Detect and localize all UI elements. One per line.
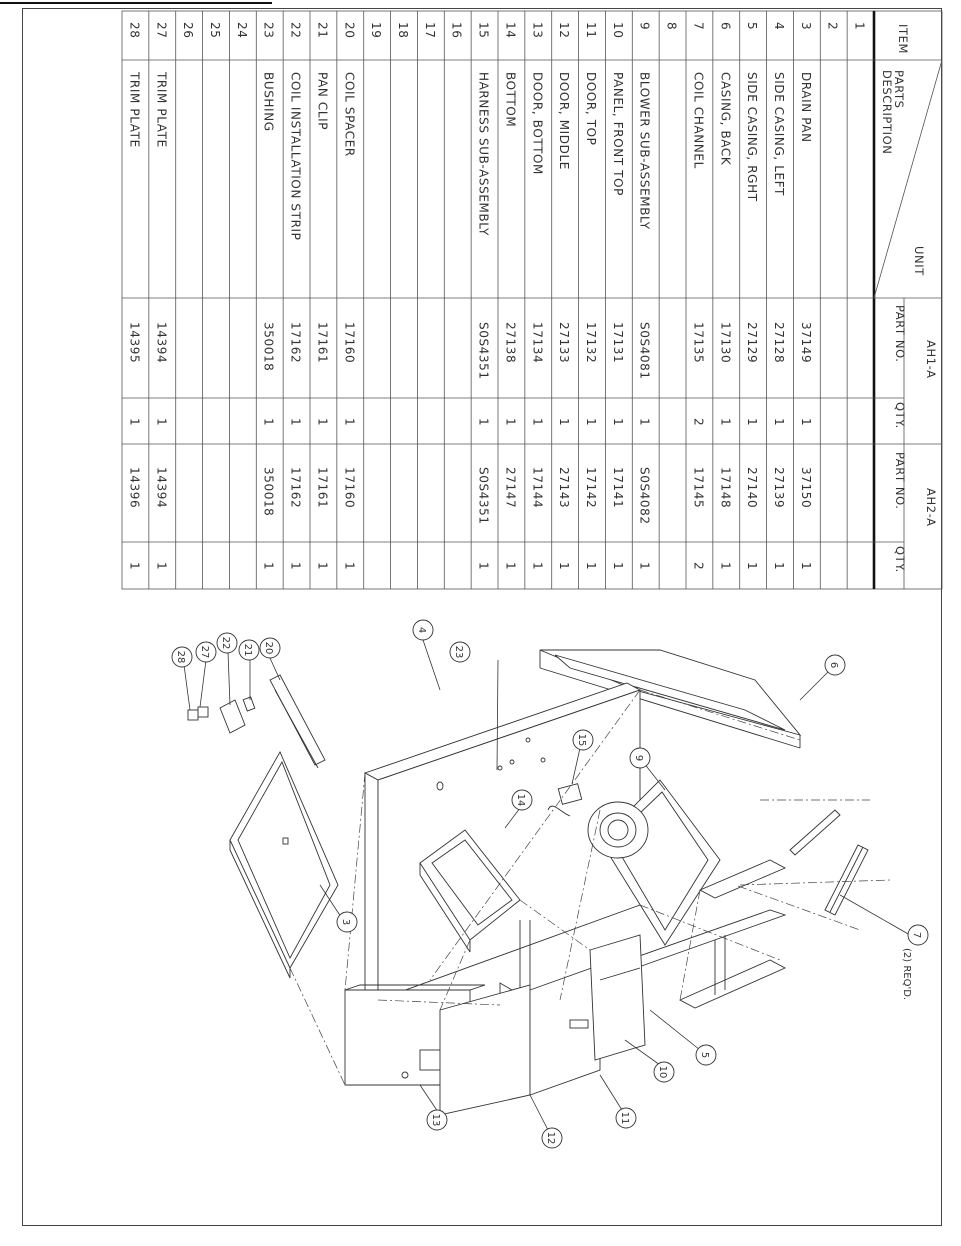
svg-text:12: 12 bbox=[545, 1131, 556, 1145]
cell-desc: DOOR, BOTTOM bbox=[530, 72, 545, 176]
table-row bbox=[396, 22, 410, 38]
table-row bbox=[127, 22, 141, 570]
cell-item: 26 bbox=[181, 22, 196, 39]
cell-b-qty: 1 bbox=[127, 562, 142, 571]
header-qty-b: QTY. bbox=[893, 546, 907, 573]
callout-11 bbox=[616, 1108, 636, 1128]
callout-21 bbox=[239, 640, 259, 660]
coil-channel bbox=[790, 810, 868, 915]
cell-desc: PAN CLIP bbox=[315, 72, 330, 131]
svg-text:5: 5 bbox=[699, 1051, 710, 1059]
cell-b-part: 27143 bbox=[557, 467, 572, 509]
cell-a-qty: 1 bbox=[503, 418, 518, 427]
cell-item: 6 bbox=[718, 22, 733, 31]
callout-12 bbox=[542, 1128, 562, 1148]
cell-a-part: S0S4351 bbox=[476, 322, 491, 380]
cell-b-qty: 1 bbox=[503, 562, 518, 571]
cell-item: 13 bbox=[530, 22, 545, 39]
cell-a-part: 17130 bbox=[718, 322, 733, 364]
cell-item: 19 bbox=[369, 22, 384, 39]
cell-desc: PANEL, FRONT TOP bbox=[610, 72, 625, 196]
cell-a-qty: 1 bbox=[154, 418, 169, 427]
cell-desc: COIL CHANNEL bbox=[691, 72, 706, 169]
table-row bbox=[450, 22, 464, 38]
table-row bbox=[638, 22, 652, 570]
cell-a-part: 27133 bbox=[557, 322, 572, 364]
header-part-no-a: PART NO. bbox=[893, 305, 907, 363]
cell-b-part: 17162 bbox=[288, 467, 303, 509]
cell-b-qty: 1 bbox=[476, 562, 491, 571]
cell-a-part: 17131 bbox=[610, 322, 625, 364]
cell-a-qty: 1 bbox=[798, 418, 813, 427]
cell-item: 7 bbox=[691, 22, 706, 31]
cell-item: 5 bbox=[745, 22, 760, 31]
svg-text:4: 4 bbox=[416, 626, 427, 634]
cell-item: 18 bbox=[396, 22, 410, 39]
cell-b-part: 17161 bbox=[315, 467, 330, 509]
cell-item: 1 bbox=[852, 22, 867, 31]
cell-desc: HARNESS SUB-ASSEMBLY bbox=[476, 72, 491, 236]
cell-desc: BOTTOM bbox=[503, 72, 518, 128]
cell-desc: SIDE CASING, LEFT bbox=[772, 72, 786, 196]
header-unit-ah2a: AH2-A bbox=[924, 488, 938, 527]
small-parts bbox=[188, 697, 255, 733]
cell-b-part: S0S4082 bbox=[637, 467, 652, 525]
cell-desc: TRIM PLATE bbox=[127, 72, 142, 148]
cell-desc: BUSHING bbox=[261, 72, 276, 132]
cell-desc: BLOWER SUB-ASSEMBLY bbox=[637, 72, 652, 230]
exploded-view-diagram bbox=[172, 620, 928, 1148]
cell-b-qty: 1 bbox=[288, 562, 303, 571]
cell-a-qty: 1 bbox=[637, 418, 652, 427]
header-description: DESCRIPTION bbox=[880, 70, 894, 155]
svg-text:20: 20 bbox=[263, 641, 274, 655]
cell-desc: DRAIN PAN bbox=[798, 72, 813, 143]
cell-a-qty: 1 bbox=[342, 418, 357, 427]
table-row bbox=[584, 22, 598, 570]
table-row bbox=[503, 22, 517, 570]
callout-27 bbox=[196, 642, 216, 662]
cell-b-qty: 2 bbox=[691, 562, 706, 571]
cell-a-part: 27138 bbox=[503, 322, 518, 364]
cell-a-part: S0S4081 bbox=[637, 322, 652, 380]
cell-desc: DOOR, MIDDLE bbox=[557, 72, 572, 170]
cell-b-part: 27147 bbox=[503, 467, 518, 509]
table-row bbox=[799, 22, 813, 570]
callout-22 bbox=[217, 633, 237, 653]
cell-item: 23 bbox=[261, 22, 276, 39]
svg-text:3: 3 bbox=[340, 918, 351, 926]
cell-b-qty: 1 bbox=[718, 562, 733, 571]
cell-item: 28 bbox=[127, 22, 142, 39]
cell-a-part: 17135 bbox=[691, 322, 706, 364]
table-row bbox=[235, 22, 249, 38]
cell-desc: DOOR, TOP bbox=[584, 72, 598, 146]
cell-a-part: 350018 bbox=[261, 322, 276, 372]
callout-28 bbox=[172, 647, 192, 667]
cell-b-part: 27139 bbox=[772, 467, 786, 509]
cell-item: 2 bbox=[825, 22, 840, 31]
header-parts: PARTS bbox=[892, 70, 906, 109]
cell-item: 8 bbox=[664, 22, 679, 31]
table-row bbox=[691, 22, 705, 570]
table-row bbox=[423, 22, 437, 38]
drain-pan bbox=[230, 752, 338, 978]
cell-b-part: 17160 bbox=[342, 467, 357, 509]
callout-10 bbox=[654, 1062, 674, 1082]
svg-text:22: 22 bbox=[220, 636, 231, 650]
callout-15 bbox=[573, 730, 593, 750]
cell-a-qty: 1 bbox=[261, 418, 276, 427]
table-row bbox=[826, 22, 840, 30]
cell-a-part: 14394 bbox=[154, 322, 169, 364]
cell-b-part: S0S4351 bbox=[476, 467, 491, 525]
cell-a-qty: 1 bbox=[315, 418, 330, 427]
cell-a-qty: 1 bbox=[610, 418, 625, 427]
cell-a-qty: 1 bbox=[288, 418, 303, 427]
table-row bbox=[181, 22, 195, 38]
callout-13 bbox=[427, 1110, 447, 1130]
cell-desc: CASING, BACK bbox=[718, 72, 733, 166]
callout-3 bbox=[337, 912, 357, 932]
coil-spacer bbox=[270, 675, 325, 768]
svg-text:28: 28 bbox=[175, 650, 186, 664]
cell-b-part: 14394 bbox=[154, 467, 169, 509]
cell-a-part: 17162 bbox=[288, 322, 303, 364]
callout-5 bbox=[696, 1045, 716, 1065]
cell-desc: COIL SPACER bbox=[342, 72, 357, 157]
callout-7 bbox=[908, 925, 928, 945]
callout-14 bbox=[512, 790, 532, 810]
cell-b-part: 27140 bbox=[745, 467, 760, 509]
cell-a-qty: 2 bbox=[691, 418, 706, 427]
cell-item: 11 bbox=[584, 22, 598, 39]
table-row bbox=[772, 22, 786, 570]
cell-b-qty: 1 bbox=[530, 562, 545, 571]
cell-b-part: 37150 bbox=[798, 467, 813, 509]
cell-b-part: 17145 bbox=[691, 467, 706, 509]
cell-a-part: 27128 bbox=[772, 322, 786, 364]
cell-b-qty: 1 bbox=[315, 562, 330, 571]
table-row bbox=[611, 22, 625, 570]
cell-item: 17 bbox=[422, 22, 437, 39]
table-row bbox=[342, 22, 356, 570]
header-qty-a: QTY. bbox=[893, 402, 907, 429]
cell-b-qty: 1 bbox=[745, 562, 760, 571]
cell-a-part: 37149 bbox=[798, 322, 813, 364]
cell-b-part: 17141 bbox=[610, 467, 625, 509]
header-unit: UNIT bbox=[912, 246, 926, 276]
cell-a-part: 17134 bbox=[530, 322, 545, 364]
cell-a-qty: 1 bbox=[584, 418, 598, 427]
header-part-no-b: PART NO. bbox=[893, 452, 907, 510]
table-row bbox=[154, 22, 168, 570]
cell-item: 25 bbox=[208, 22, 222, 39]
svg-text:13: 13 bbox=[430, 1113, 441, 1127]
svg-text:21: 21 bbox=[242, 643, 253, 657]
cell-item: 4 bbox=[772, 22, 786, 31]
cell-item: 12 bbox=[557, 22, 572, 39]
table-row bbox=[530, 22, 544, 570]
cell-desc: TRIM PLATE bbox=[154, 72, 169, 148]
cell-a-part: 17160 bbox=[342, 322, 357, 364]
cell-item: 22 bbox=[288, 22, 303, 39]
table-row bbox=[369, 22, 383, 38]
note-7-required: (2) REQ'D. bbox=[901, 948, 912, 1001]
cell-a-part: 17132 bbox=[584, 322, 598, 364]
cell-b-qty: 1 bbox=[557, 562, 572, 571]
table-row bbox=[289, 22, 303, 570]
cell-item: 3 bbox=[798, 22, 813, 31]
cell-b-qty: 1 bbox=[772, 562, 786, 571]
cell-b-qty: 1 bbox=[637, 562, 652, 571]
cell-b-part: 17142 bbox=[584, 467, 598, 509]
svg-text:23: 23 bbox=[453, 645, 464, 659]
cell-item: 16 bbox=[449, 22, 464, 39]
svg-text:9: 9 bbox=[633, 754, 644, 762]
table-row bbox=[557, 22, 571, 570]
svg-text:10: 10 bbox=[657, 1065, 668, 1079]
cell-a-part: 14395 bbox=[127, 322, 142, 364]
cell-a-qty: 1 bbox=[772, 418, 786, 427]
table-row bbox=[665, 22, 679, 30]
cell-a-part: 27129 bbox=[745, 322, 760, 364]
cell-b-qty: 1 bbox=[342, 562, 357, 571]
table-row bbox=[315, 22, 329, 570]
callout-6 bbox=[825, 655, 845, 675]
cell-item: 24 bbox=[234, 22, 249, 39]
cell-b-part: 17144 bbox=[530, 467, 545, 509]
cell-b-qty: 1 bbox=[154, 562, 169, 571]
header-item: ITEM bbox=[896, 24, 910, 55]
cell-desc: SIDE CASING, RGHT bbox=[745, 72, 760, 202]
callout-9 bbox=[630, 748, 650, 768]
cell-item: 27 bbox=[154, 22, 169, 39]
svg-text:6: 6 bbox=[828, 661, 839, 669]
cell-b-qty: 1 bbox=[610, 562, 625, 571]
cell-a-qty: 1 bbox=[476, 418, 491, 427]
cell-a-qty: 1 bbox=[530, 418, 545, 427]
svg-text:7: 7 bbox=[911, 931, 922, 939]
cell-item: 15 bbox=[476, 22, 491, 39]
header-unit-ah1a: AH1-A bbox=[924, 340, 938, 379]
callout-20 bbox=[260, 638, 280, 658]
cell-a-part: 17161 bbox=[315, 322, 330, 364]
cell-b-qty: 1 bbox=[798, 562, 813, 571]
cell-b-part: 350018 bbox=[261, 467, 276, 517]
cell-desc: COIL INSTALLATION STRIP bbox=[288, 72, 303, 241]
cell-item: 21 bbox=[315, 22, 330, 39]
cell-item: 9 bbox=[637, 22, 652, 31]
parts-list-table bbox=[122, 11, 942, 589]
cell-item: 10 bbox=[610, 22, 625, 39]
table-row bbox=[262, 22, 276, 570]
cell-b-qty: 1 bbox=[261, 562, 276, 571]
svg-text:15: 15 bbox=[576, 733, 587, 747]
cell-a-qty: 1 bbox=[745, 418, 760, 427]
cell-a-qty: 1 bbox=[127, 418, 142, 427]
table-row bbox=[208, 22, 222, 38]
cell-b-qty: 1 bbox=[584, 562, 598, 571]
cell-b-part: 14396 bbox=[127, 467, 142, 509]
cell-a-qty: 1 bbox=[557, 418, 572, 427]
table-row bbox=[745, 22, 759, 570]
cell-b-part: 17148 bbox=[718, 467, 733, 509]
svg-text:11: 11 bbox=[619, 1111, 630, 1125]
table-row bbox=[853, 22, 867, 30]
table-row bbox=[718, 22, 732, 570]
cell-a-qty: 1 bbox=[718, 418, 733, 427]
table-row bbox=[477, 22, 491, 570]
callout-4 bbox=[413, 620, 433, 640]
cell-item: 20 bbox=[342, 22, 357, 39]
callout-23 bbox=[450, 642, 470, 662]
svg-text:27: 27 bbox=[199, 645, 210, 659]
svg-text:14: 14 bbox=[515, 793, 526, 807]
cell-item: 14 bbox=[503, 22, 518, 39]
